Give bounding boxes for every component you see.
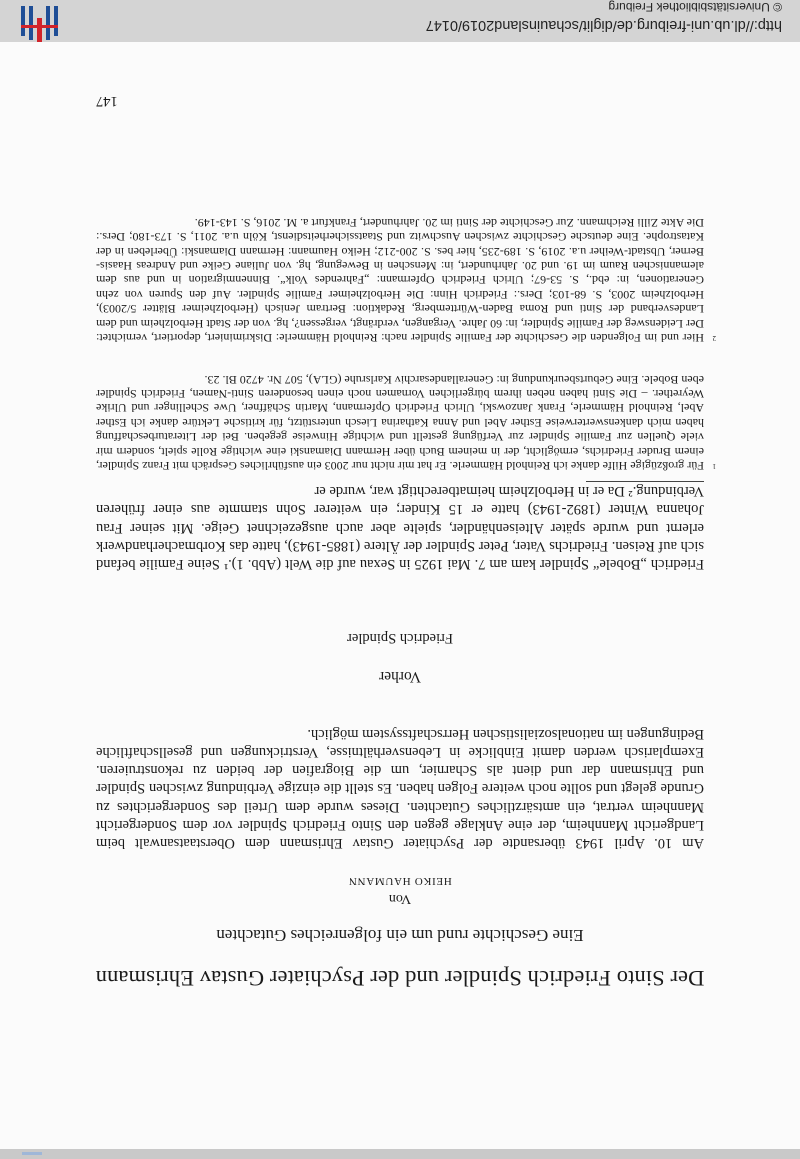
abstract-paragraph: Am 10. April 1943 übersandte der Psychiater Gustav Ehrismann dem Oberstaatsanwalt beim Landgericht Mannheim, der eine Anklage gegen den Sinto Friedrich Spindler vor dem Sondergericht Mannheim vertrat, ein amtsärztliches Gutachten. Dieses wurde dem Urteil des Sondergerichtes zu Grunde gelegt und sollte noch weitere Folgen haben. Es stellt die einzige Verbindung zwischen Spindler und Ehrismann dar und dient als Scharnier, um die Biografien der beiden zu rekonstruieren. Exemplarisch werden damit Einblicke in Lebensverhältnisse, Verstrickungen und gesellschaftliche Bedingungen im nationalsozialistischen Herrschaftssystem möglich. xyxy=(96,725,704,851)
footnote-1-text: Für großzügige Hilfe danke ich Reinhold Hämmerle. Er hat mir nicht nur 2003 ein ausführliches Gespräch mit Franz Spindler, einem Bruder Friedrichs, ermöglicht, der in meinem Buch über Hermann Diamanski eine wichtige Rolle spielt, sondern mir viele Quellen zur Familie Spindler zur Verfügung gestellt und wichtige Hinweise gegeben. Bei der Literaturbeschaffung haben mich dankenswerterweise Esther Abel und Anna Katharina Liesch unterstützt, für kritische Lektüre danke ich Esther Abel, Reinhold Hämmerle, Frank Janzowski, Ulrich Friedrich Opfermann, Martin Schäffner, Uwe Schellinger und Ulrike Weyrether. – Die Sinti haben neben ihrem bürgerlichen Vornamen noch einen besonderen Sinti-Namen, Friedrich Spindler eben Bobele. Eine Geburtsbeurkundung in: Generallandesarchiv Karlsruhe (GLA), 507 Nr. 4720 Bl. 23. xyxy=(96,372,704,473)
footnote-rule xyxy=(586,481,704,482)
footnote-2-marker: 2 xyxy=(712,334,716,342)
toolbar-marker xyxy=(22,1152,42,1155)
article-subtitle: Eine Geschichte rund um ein folgenreiches Gutachten xyxy=(216,926,584,945)
footnote-1-marker: 1 xyxy=(712,462,716,470)
university-logo-icon xyxy=(10,2,62,42)
page-number: 147 xyxy=(96,93,118,109)
body-paragraph: Friedrich „Bobele“ Spindler kam am 7. Mai 1925 in Sexau auf die Welt (Abb. 1).¹ Seine Familie befand sich auf Reisen. Friedrichs Vater, Peter Spindler der Ältere (1885-1943), hatte das Korbmacherhandwerk erlernt und wurde später Alteisenhändler, spielte aber auch ausgezeichnet Geige. Mit seiner Frau Johanna Winter (1892-1943) hatte er 15 Kinder; ein weiterer Sohn stammte aus einer früheren Verbindung.² Da er in Herbolzheim heimatberechtigt war, wurde er xyxy=(96,483,704,572)
footer-copyright: © Universitätsbibliothek Freiburg xyxy=(608,0,782,14)
footnote-2-text: Hier und im Folgenden die Geschichte der Familie Spindler nach: Reinhold Hämmerle: Diskriminiert, deportiert, vernichtet: Der Leidensweg der Familie Spindler, in: 60 Jahre. Vergangen, verdrängt, vergessen?, hg. von der Stadt Herbolzheim und dem Landesverband der Sinti und Roma Baden-Württemberg, Redaktion: Bertram Jenisch (Herbolzheimer Blätter 5/2003), Herbolzheim 2003, S. 68-103; Ders.: Friedrich Hinn: Die Herbolzheimer Familie Spindler. Auf den Spuren von zehn Generationen, in: ebd., S. 53-67; Ulrich Friedrich Opfermann: „Fahrendes Volk“. Binnenmigration in und aus dem alemannischen Raum im 19. und 20. Jahrhundert, in: Menschen in Bewegung, hg. von Juliane Geike und Andreas Haasis-Berner, Ubstadt-Weiher u.a. 2019, S. 189-235, hier bes. S. 200-212; Heiko Haumann: Hermann Diamanski: Überleben in der Katastrophe. Eine deutsche Geschichte zwischen Auschwitz und Staatssicherheitsdienst, Köln u.a. 2011, S. 173-180; Ders.: Die Akte Zilli Reichmann. Zur Geschichte der Sinti im 20. Jahrhundert, Frankfurt a. M. 2016, S. 143-149. xyxy=(96,215,704,345)
byline-von: Von xyxy=(388,891,412,906)
library-footer-bar xyxy=(0,0,800,42)
author-name: HEIKO HAUMANN xyxy=(348,875,452,887)
subsection-heading: Friedrich Spindler xyxy=(347,630,453,646)
footnote-2 xyxy=(96,215,716,345)
article-title: Der Sinto Friedrich Spindler und der Psychiater Gustav Ehrismann xyxy=(95,966,705,991)
footnote-1 xyxy=(96,372,716,473)
footer-url-link[interactable]: http://dl.ub.uni-freiburg.de/diglit/schauinsland2019/0147 xyxy=(425,17,782,33)
top-toolbar-strip xyxy=(0,1149,800,1159)
section-heading: Vorher xyxy=(379,668,421,685)
